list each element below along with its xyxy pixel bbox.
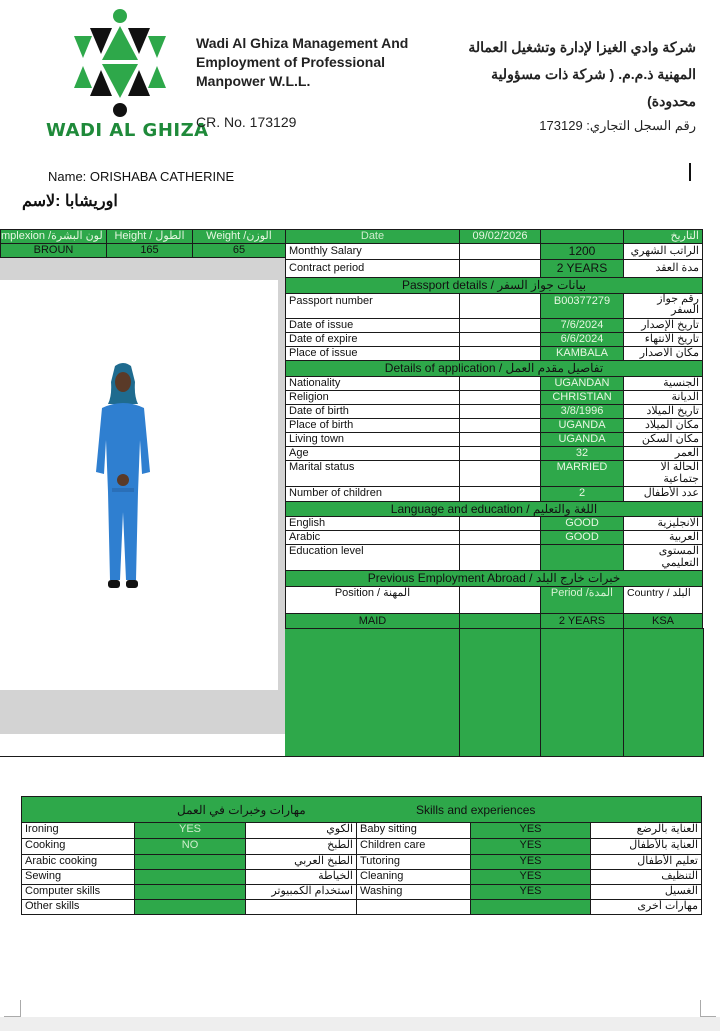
skill-left-value — [134, 869, 246, 885]
skill-right-value — [470, 899, 591, 915]
skills-title-ar: مهارات وخبرات في العمل — [177, 803, 306, 817]
skill-left-ar: الطبخ — [245, 838, 357, 855]
page-corner-mark — [20, 1000, 21, 1016]
position-label: Position / المهنة — [285, 586, 460, 614]
skill-right-label — [356, 899, 471, 915]
height-value: 165 — [106, 243, 193, 258]
language-section-title: Language and education / اللغة والتعليم — [285, 501, 703, 517]
salary-label: Monthly Salary — [285, 243, 460, 260]
application-row-value: 2 — [540, 486, 624, 502]
contract-label-ar: مدة العقد — [623, 259, 703, 278]
skill-right-ar: العناية بالأطفال — [590, 838, 702, 855]
skill-left-label: Arabic cooking — [21, 854, 135, 870]
skill-right-ar: التنظيف — [590, 869, 702, 885]
grid-line — [703, 628, 704, 756]
cr-number-en: CR. No. 173129 — [196, 114, 297, 130]
skill-left-value: NO — [134, 838, 246, 855]
page-footer-bar — [0, 1017, 720, 1031]
expire-blank — [459, 332, 541, 347]
application-row-blank — [459, 432, 541, 447]
salary-blank — [459, 243, 541, 260]
grid-line — [0, 756, 704, 757]
date-gap — [540, 229, 624, 244]
application-row-blank — [459, 446, 541, 461]
candidate-photo — [88, 362, 158, 594]
name-label: Name: — [48, 169, 87, 184]
application-row-value: 32 — [540, 446, 624, 461]
skill-left-ar: استخدام الكمبيوتر — [245, 884, 357, 900]
company-name-ar: شركة وادي الغيزا لإدارة وتشغيل العمالة المهنية ذ.م.م. ( شركة ذات مسؤولية محدودة) — [468, 39, 696, 109]
skill-left-ar: الكوي — [245, 822, 357, 839]
country-label: Country / البلد — [623, 586, 703, 614]
text-cursor — [689, 163, 691, 181]
period-label: Period /المدة — [540, 586, 624, 614]
skill-right-value: YES — [470, 838, 591, 855]
application-row-label: Place of birth — [285, 418, 460, 433]
application-row-label: Marital status — [285, 460, 460, 487]
skills-title-en: Skills and experiences — [416, 803, 536, 817]
skill-left-value — [134, 854, 246, 870]
application-row-blank — [459, 418, 541, 433]
skill-right-ar: العناية بالرضع — [590, 822, 702, 839]
language-row-ar: العربية — [623, 530, 703, 545]
application-row-ar: الجنسية — [623, 376, 703, 391]
application-row-label: Date of birth — [285, 404, 460, 419]
date-label: Date — [285, 229, 460, 244]
height-label: Height / الطول — [106, 229, 193, 244]
skill-right-ar: تعليم الأطفال — [590, 854, 702, 870]
period-value: 2 YEARS — [540, 613, 624, 629]
skill-left-label: Computer skills — [21, 884, 135, 900]
application-row-value: UGANDA — [540, 432, 624, 447]
application-row-ar: تاريخ الميلاد — [623, 404, 703, 419]
application-row-value: MARRIED — [540, 460, 624, 487]
application-row-value: 3/8/1996 — [540, 404, 624, 419]
complexion-value: BROUN — [0, 243, 107, 258]
passport-blank — [459, 293, 541, 319]
contract-label: Contract period — [285, 259, 460, 278]
grey-strip — [278, 280, 285, 734]
application-row-label: Number of children — [285, 486, 460, 502]
place-issue-ar: مكان الاصدار — [623, 346, 703, 361]
skill-left-label: Ironing — [21, 822, 135, 839]
place-issue-value: KAMBALA — [540, 346, 624, 361]
expire-date-value: 6/6/2024 — [540, 332, 624, 347]
skill-left-label: Cooking — [21, 838, 135, 855]
application-row-ar: عدد الأطفال — [623, 486, 703, 502]
date-value: 09/02/2026 — [459, 229, 541, 244]
skill-left-value — [134, 899, 246, 915]
language-row-blank — [459, 544, 541, 571]
skill-right-label: Cleaning — [356, 869, 471, 885]
passport-row: Passport number — [285, 293, 460, 319]
expire-date-label: Date of expire — [285, 332, 460, 347]
language-row-label: Education level — [285, 544, 460, 571]
company-name-en: Wadi Al Ghiza Management And Employment of Professional Manpower W.L.L. — [196, 35, 409, 89]
language-row-blank — [459, 530, 541, 545]
skill-right-ar: مهارات أخرى — [590, 899, 702, 915]
skill-right-label: Children care — [356, 838, 471, 855]
application-row-value: UGANDA — [540, 418, 624, 433]
issue-date-value: 7/6/2024 — [540, 318, 624, 333]
skill-right-label: Washing — [356, 884, 471, 900]
language-row-ar: المستوى التعليمي — [623, 544, 703, 571]
issue-date-ar: تاريخ الإصدار — [623, 318, 703, 333]
skill-right-value: YES — [470, 884, 591, 900]
application-row-blank — [459, 376, 541, 391]
skill-left-label: Sewing — [21, 869, 135, 885]
salary-label-ar: الراتب الشهري — [623, 243, 703, 260]
application-row-ar: مكان الميلاد — [623, 418, 703, 433]
language-row-value — [540, 544, 624, 571]
application-row-ar: مكان السكن — [623, 432, 703, 447]
application-row-label: Age — [285, 446, 460, 461]
application-row-ar: الحالة الا جتماعية — [623, 460, 703, 487]
application-row-ar: العمر — [623, 446, 703, 461]
application-row-label: Living town — [285, 432, 460, 447]
application-row-blank — [459, 486, 541, 502]
application-row-value: UGANDAN — [540, 376, 624, 391]
candidate-name-line — [48, 169, 234, 184]
candidate-name-ar: اوريشابا :لاسم — [22, 193, 118, 210]
place-issue-blank — [459, 346, 541, 361]
skill-left-value — [134, 884, 246, 900]
skills-header — [21, 796, 702, 823]
application-row-blank — [459, 404, 541, 419]
application-section-title: Details of application / تفاصيل مقدم العمل — [285, 360, 703, 377]
skill-right-value: YES — [470, 854, 591, 870]
weight-value: 65 — [192, 243, 286, 258]
complexion-label: mplexion /لون البشرة — [0, 229, 107, 244]
logo-text: WADI AL GHIZA — [46, 120, 209, 141]
employment-blank-2 — [459, 613, 541, 629]
language-row-label: English — [285, 516, 460, 531]
application-row-label: Nationality — [285, 376, 460, 391]
skill-left-ar: الطبخ العربي — [245, 854, 357, 870]
application-row-blank — [459, 460, 541, 487]
employment-blank — [459, 586, 541, 614]
language-row-value: GOOD — [540, 530, 624, 545]
grid-line — [459, 628, 460, 756]
grid-line — [623, 628, 624, 756]
skill-right-ar: الغسيل — [590, 884, 702, 900]
passport-value: B00377279 — [540, 293, 624, 319]
passport-label-ar: رقم جواز السفر — [623, 293, 703, 319]
skill-right-value: YES — [470, 822, 591, 839]
contract-blank — [459, 259, 541, 278]
grey-band-lower — [0, 690, 285, 734]
language-row-blank — [459, 516, 541, 531]
application-row-label: Religion — [285, 390, 460, 405]
salary-value: 1200 — [540, 243, 624, 260]
skill-left-value: YES — [134, 822, 246, 839]
expire-date-ar: تاريخ الانتهاء — [623, 332, 703, 347]
application-row-ar: الديانة — [623, 390, 703, 405]
passport-section-title: Passport details / بيانات جواز السفر — [285, 277, 703, 294]
skill-right-value: YES — [470, 869, 591, 885]
skill-left-label: Other skills — [21, 899, 135, 915]
green-fill-area — [285, 628, 703, 756]
language-row-label: Arabic — [285, 530, 460, 545]
position-value: MAID — [285, 613, 460, 629]
skill-right-label: Tutoring — [356, 854, 471, 870]
application-row-blank — [459, 390, 541, 405]
candidate-name: ORISHABA CATHERINE — [89, 169, 235, 184]
page-corner-mark — [700, 1000, 701, 1016]
skill-left-ar: الخياطة — [245, 869, 357, 885]
application-row-value: CHRISTIAN — [540, 390, 624, 405]
grid-line — [540, 628, 541, 756]
date-label-ar: التاريخ — [623, 229, 703, 244]
company-logo-icon — [72, 6, 168, 118]
skill-left-ar — [245, 899, 357, 915]
language-row-ar: الانجليزية — [623, 516, 703, 531]
contract-value: 2 YEARS — [540, 259, 624, 278]
issue-date-label: Date of issue — [285, 318, 460, 333]
skill-right-label: Baby sitting — [356, 822, 471, 839]
place-issue-label: Place of issue — [285, 346, 460, 361]
cr-number-ar: رقم السجل التجاري: 173129 — [539, 118, 696, 133]
language-row-value: GOOD — [540, 516, 624, 531]
weight-label: Weight /الوزن — [192, 229, 286, 244]
issue-blank — [459, 318, 541, 333]
employment-section-title: Previous Employment Abroad / خبرات خارج البلد — [285, 570, 703, 587]
country-value: KSA — [623, 613, 703, 629]
